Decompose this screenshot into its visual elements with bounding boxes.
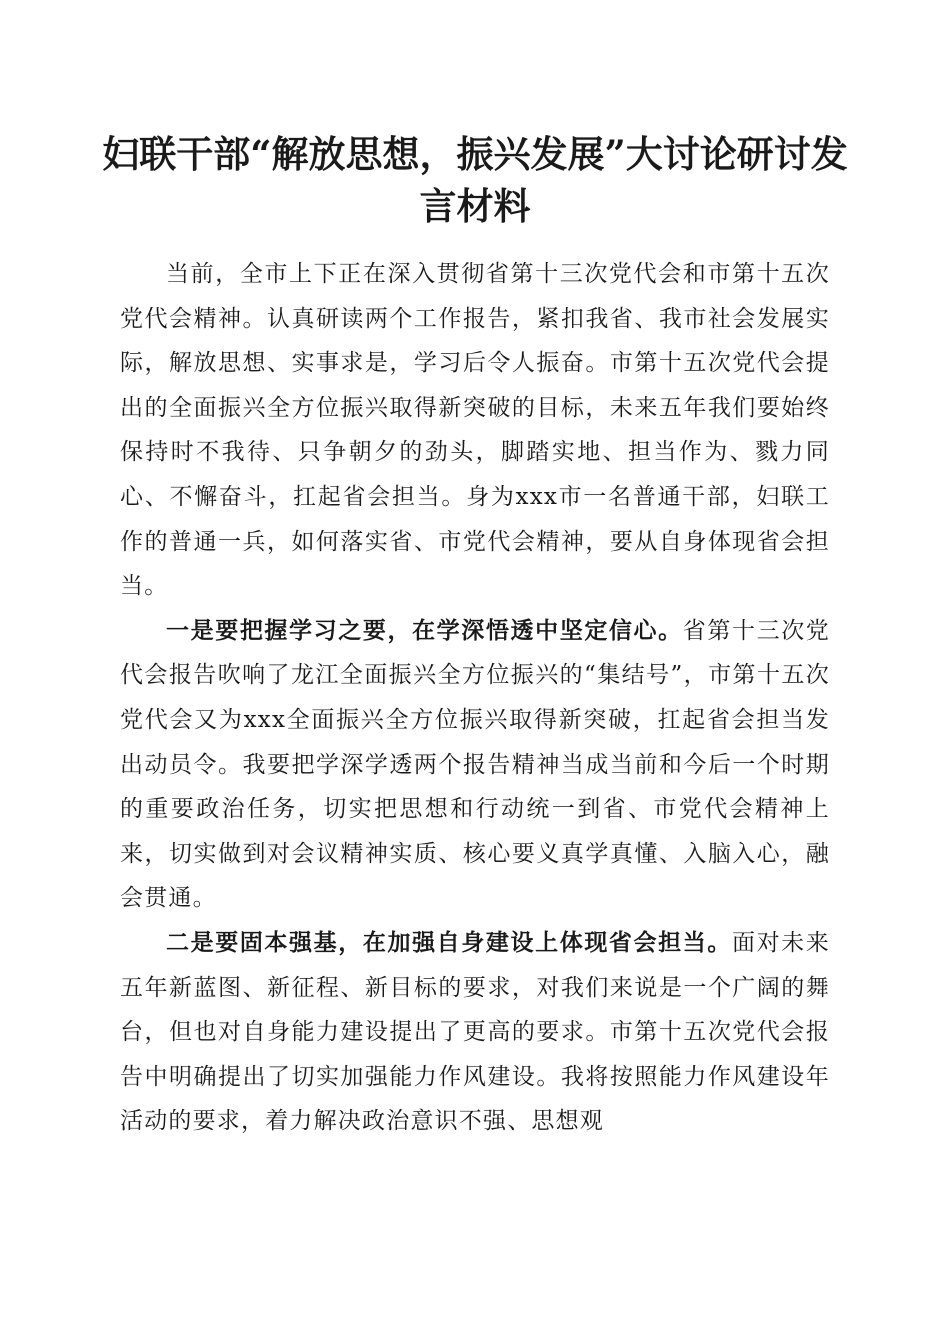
paragraph-text: 当前，全市上下正在深入贯彻省第十三次党代会和市第十五次党代会精神。认真研读两个工作报告，紧扣我省、我市社会发展实际，解放思想、实事求是，学习后令人振奋。市第十五次党代会提出的全面振兴全方位振兴取得新突破的目标，未来五年我们要始终保持时不我待、只争朝夕的劲头，脚踏实地、担当作为、戮力同心、不懈奋斗，扛起省会担当。身为xxx市一名普通干部，妇联工作的普通一兵，如何落实省、市党代会精神，要从自身体现省会担当。 xyxy=(120,261,830,600)
paragraph-text: 面对未来五年新蓝图、新征程、新目标的要求，对我们来说是一个广阔的舞台，但也对自身能力建设提出了更高的要求。市第十五次党代会报告中明确提出了切实加强能力作风建设。我将按照能力作风建设年活动的要求，着力解决政治意识不强、思想观 xyxy=(120,929,830,1135)
paragraph-lead: 二是要固本强基，在加强自身建设上体现省会担当。 xyxy=(166,928,732,956)
document-title: 妇联干部“解放思想，振兴发展”大讨论研讨发言材料 xyxy=(102,132,848,228)
paragraph-point-one xyxy=(120,609,830,921)
paragraph-text: 省第十三次党代会报告吹响了龙江全面振兴全方位振兴的“集结号”，市第十五次党代会又为xxx全面振兴全方位振兴取得新突破，扛起省会担当发出动员令。我要把学深学透两个报告精神当成当前和今后一个时期的重要政治任务，切实把思想和行动统一到省、市党代会精神上来，切实做到对会议精神实质、核心要义真学真懂、入脑入心，融会贯通。 xyxy=(120,617,831,912)
paragraph-lead: 一是要把握学习之要，在学深悟透中坚定信心。 xyxy=(166,616,683,644)
paragraph-intro xyxy=(120,252,830,609)
document-body xyxy=(120,252,830,1144)
paragraph-point-two xyxy=(120,921,830,1144)
